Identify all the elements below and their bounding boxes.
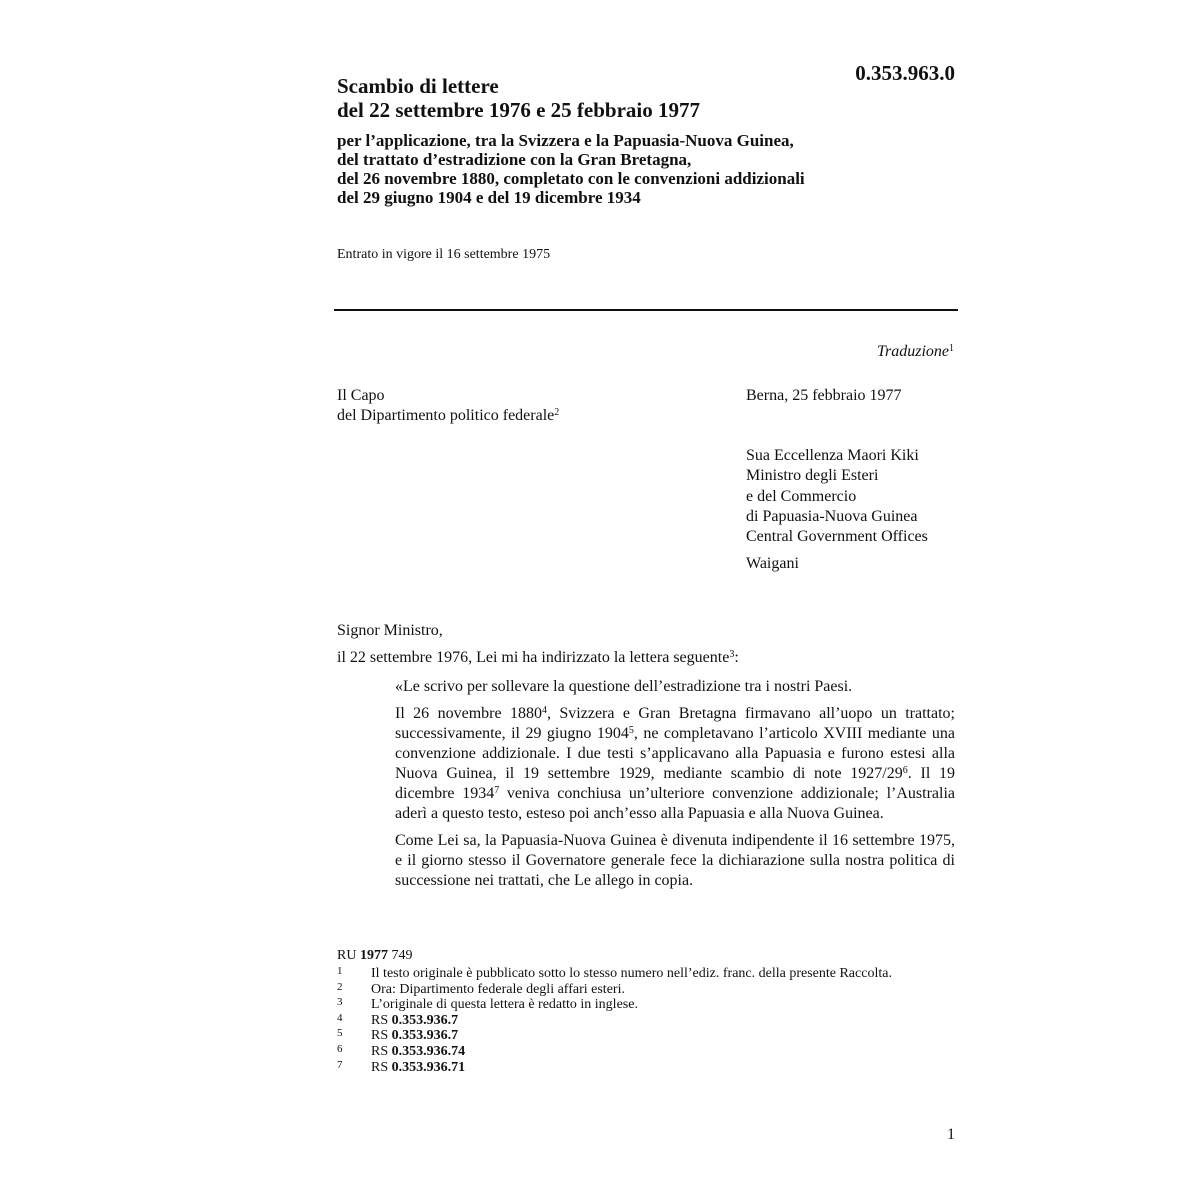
title-line: Scambio di lettere [337,74,499,98]
footnote-prefix: RS [371,1028,392,1044]
letter-sender [337,386,697,426]
source-prefix: RU [337,948,360,963]
quote-text: , Svizzera e Gran Bretagna firmavano all’uopo un trattato; successivamente, il 29 giugno 1904 [395,705,955,742]
footnote [337,982,957,998]
footnote-number: 6 [337,1042,343,1055]
footnote [337,1060,957,1076]
source-page: 749 [387,948,413,963]
footnote-ref[interactable]: 5 [628,725,634,736]
sender-line [337,406,697,426]
quote-paragraph: «Le scrivo per sollevare la questione dell’estradizione tra i nostri Paesi. [395,678,853,695]
footnote-link[interactable]: 0.353.936.74 [391,1043,466,1059]
sender-line-text: del Dipartimento politico federale [337,407,555,424]
footnote [337,1028,957,1044]
document-title [337,74,777,122]
subtitle-line: per l’applicazione, tra la Svizzera e la Papuasia-Nuova Guinea, [337,131,794,150]
subtitle-line: del 26 novembre 1880, completato con le convenzioni addizionali [337,169,805,188]
footnote-prefix: RS [371,1043,392,1059]
footnote-ref[interactable]: 6 [902,765,908,776]
footnote-ref[interactable]: 7 [494,785,500,796]
letter-salutation: Signor Ministro, [337,622,443,639]
intro-end: : [734,649,739,666]
quoted-letter [395,677,955,898]
recipient-line: Central Government Offices [746,528,928,546]
header-divider [334,309,958,311]
footnote [337,1044,957,1060]
quote-paragraph [395,704,955,824]
footnote-number: 1 [337,965,343,977]
footnote-link[interactable]: 0.353.936.7 [391,1028,459,1044]
letter-recipient [746,446,961,575]
quote-text: Il 26 novembre 1880 [395,705,542,722]
entry-into-force: Entrato in vigore il 16 settembre 1975 [337,247,551,262]
footnote-ref[interactable]: 3 [729,649,735,660]
source-year: 1977 [359,948,388,963]
translation-note [700,342,954,362]
recipient-line: e del Commercio [746,487,857,505]
sender-line: Il Capo [337,387,385,404]
quote-text: . Il 19 dicembre 1934 [395,765,956,802]
footnote [337,1013,957,1029]
quote-text: , ne completavano l’articolo XVIII mediante una convenzione addizionale. I due testi s’applicavano alla Papuasia e furono estesi alla Nuova Guinea, il 19 settembre 1929, mediante scambio di note 1927/29 [395,725,955,782]
footnote-number: 2 [337,980,343,993]
footnote-text: Il testo originale è pubblicato sotto lo stesso numero nell’ediz. franc. della presente Raccolta. [371,966,892,981]
footnote [337,966,957,982]
footnote-number: 5 [337,1027,343,1040]
official-collection-reference [337,947,412,964]
footnote-ref[interactable]: 1 [949,343,954,354]
subtitle-line: del trattato d’estradizione con la Gran Bretagna, [337,150,692,169]
footnote-link[interactable]: 0.353.936.7 [391,1012,459,1028]
letter-place-date: Berna, 25 febbraio 1977 [746,387,902,404]
document-number: 0.353.963.0 [855,61,955,85]
footnote-number: 3 [337,996,343,1009]
footnote [337,997,957,1013]
recipient-line: di Papuasia-Nuova Guinea [746,507,918,525]
footnote-number: 4 [337,1011,343,1024]
intro-text: il 22 settembre 1976, Lei mi ha indirizzato la lettera seguente [337,649,730,666]
footnotes [337,966,957,1075]
document-subtitle [337,131,957,207]
page-number: 1 [947,1126,955,1143]
recipient-city: Waigani [746,555,799,573]
recipient-line: Sua Eccellenza Maori Kiki [746,447,919,464]
quote-text: veniva conchiusa un’ulteriore convenzione addizionale; l’Australia aderì a questo testo, esteso poi anch’esso alla Papuasia e alla Nuova Guinea. [395,785,955,822]
footnote-prefix: RS [371,1012,392,1028]
footnote-ref[interactable]: 2 [554,407,560,418]
footnote-link[interactable]: 0.353.936.71 [391,1059,466,1075]
footnote-number: 7 [337,1058,343,1071]
quote-paragraph: Come Lei sa, la Papuasia-Nuova Guinea è divenuta indipendente il 16 settembre 1975, e il giorno stesso il Governatore generale fece la dichiarazione sulla nostra politica di successione nei trattati, che Le allego in copia. [395,832,955,889]
translation-label: Traduzione [876,343,949,360]
title-line: del 22 settembre 1976 e 25 febbraio 1977 [337,98,700,122]
footnote-prefix: RS [371,1059,392,1075]
footnote-text: Ora: Dipartimento federale degli affari esteri. [371,981,625,997]
letter-intro [337,648,739,668]
recipient-line: Ministro degli Esteri [746,467,879,485]
subtitle-line: del 29 giugno 1904 e del 19 dicembre 1934 [337,188,641,207]
footnote-ref[interactable]: 4 [541,705,547,716]
footnote-text: L’originale di questa lettera è redatto in inglese. [371,997,638,1013]
